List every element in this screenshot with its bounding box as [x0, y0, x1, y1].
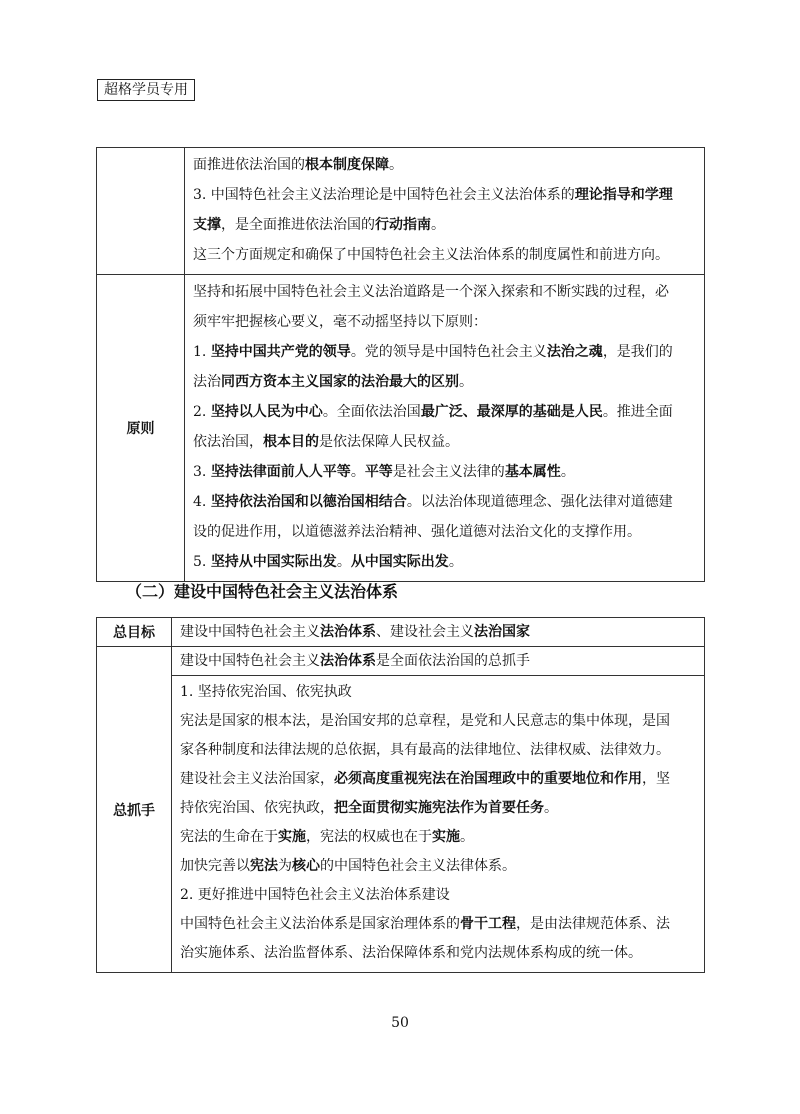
- bold-segment: 从中国实际出发: [350, 554, 449, 570]
- rule-of-law-system-table: [96, 617, 705, 973]
- table-row: [97, 647, 705, 676]
- text-segment: ，坚: [642, 771, 670, 787]
- bold-segment: 把全面贯彻实施宪法作为首要任务: [334, 800, 544, 816]
- guarantee-content-cell: [185, 148, 705, 275]
- bold-segment: 最广泛、最深厚的基础是人民: [420, 404, 603, 420]
- text-line: [193, 337, 698, 367]
- text-segment: ，宪法的权威也在于: [306, 829, 432, 845]
- text-segment: 。: [448, 554, 463, 570]
- text-line: [193, 517, 698, 547]
- text-segment: 建设社会主义法治国家，: [180, 771, 334, 787]
- text-segment: 为: [278, 858, 292, 874]
- text-line: [180, 618, 698, 646]
- student-only-stamp: 超格学员专用: [97, 79, 195, 101]
- text-segment: 2. 更好推进中国特色社会主义法治体系建设: [180, 887, 450, 903]
- text-segment: 。: [460, 829, 474, 845]
- bold-segment: 法治之魂: [546, 344, 603, 360]
- text-segment: 。推进全面: [602, 404, 673, 420]
- bold-segment: 同西方资本主义国家的法治最大的区别: [221, 374, 459, 390]
- section-heading: （二）建设中国特色社会主义法治体系: [126, 582, 399, 601]
- text-segment: 4.: [193, 494, 211, 510]
- bold-segment: 法治国家: [474, 624, 530, 640]
- principles-content-cell: [185, 275, 705, 582]
- bold-segment: 根本制度保障: [305, 157, 389, 173]
- bold-segment: 支撑: [193, 217, 221, 233]
- text-line: [193, 457, 698, 487]
- text-segment: 、建设社会主义: [376, 624, 474, 640]
- text-segment: 。: [431, 217, 445, 233]
- text-segment: 1.: [193, 344, 211, 360]
- bold-segment: 必须高度重视宪法在治国理政中的重要地位和作用: [334, 771, 642, 787]
- text-segment: 治实施体系、法治监督体系、法治保障体系和党内法规体系构成的统一体。: [180, 945, 642, 961]
- bold-segment: 根本目的: [263, 434, 319, 450]
- text-line: [180, 823, 698, 852]
- bold-segment: 实施: [432, 829, 460, 845]
- text-line: [193, 210, 698, 240]
- text-line: [180, 707, 698, 736]
- bold-segment: 法治体系: [320, 653, 376, 669]
- principles-table: [96, 147, 705, 582]
- text-segment: 。以法治体现道德理念、强化法律对道德建: [406, 494, 673, 510]
- text-line: [180, 852, 698, 881]
- table-row: [97, 275, 705, 582]
- overall-goal-content: [172, 618, 705, 647]
- text-line: [193, 367, 698, 397]
- bold-segment: 坚持法律面前人人平等: [210, 464, 351, 480]
- text-segment: 3.: [193, 464, 211, 480]
- text-segment: 建设中国特色社会主义: [180, 624, 320, 640]
- text-line: [193, 240, 698, 270]
- text-line: [193, 277, 698, 307]
- key-link-summary: [172, 647, 705, 676]
- bold-segment: 平等: [364, 464, 393, 480]
- text-segment: 依法治国，: [193, 434, 263, 450]
- text-segment: ，是全面推进依法治国的: [221, 217, 375, 233]
- bold-segment: 基本属性: [504, 464, 561, 480]
- text-line: [180, 910, 698, 939]
- text-line: [180, 939, 698, 968]
- text-segment: 1. 坚持依宪治国、依宪执政: [180, 684, 352, 700]
- text-segment: 建设中国特色社会主义: [180, 653, 320, 669]
- text-segment: ，是由法律规范体系、法: [516, 916, 670, 932]
- text-segment: 。: [389, 157, 403, 173]
- text-segment: 家各种制度和法律法规的总依据，具有最高的法律地位、法律权威、法律效力。: [180, 742, 670, 758]
- text-line: [193, 427, 698, 457]
- page-number: 50: [391, 1015, 409, 1031]
- bold-segment: 理论指导和学理: [574, 187, 673, 203]
- text-segment: 宪法的生命在于: [180, 829, 278, 845]
- bold-segment: 宪法: [250, 858, 278, 874]
- text-line: [193, 547, 698, 577]
- text-segment: 。: [350, 464, 365, 480]
- text-segment: 5.: [193, 554, 211, 570]
- key-link-details: [172, 676, 705, 973]
- bold-segment: 坚持中国共产党的领导: [210, 344, 351, 360]
- text-segment: 。: [336, 554, 351, 570]
- bold-segment: 核心: [292, 858, 320, 874]
- table-row: [97, 618, 705, 647]
- principles-label: 原则: [97, 275, 185, 582]
- text-segment: 这三个方面规定和确保了中国特色社会主义法治体系的制度属性和前进方向。: [193, 247, 669, 263]
- bold-segment: 坚持依法治国和以德治国相结合: [210, 494, 407, 510]
- text-line: [180, 881, 698, 910]
- text-segment: 中国特色社会主义法治体系是国家治理体系的: [180, 916, 460, 932]
- text-segment: 须牢牢把握核心要义，毫不动摇坚持以下原则：: [193, 314, 487, 330]
- text-segment: 坚持和拓展中国特色社会主义法治道路是一个深入探索和不断实践的过程，必: [193, 284, 669, 300]
- text-line: [180, 794, 698, 823]
- text-segment: 设的促进作用，以道德滋养法治精神、强化道德对法治文化的支撑作用。: [193, 524, 641, 540]
- text-segment: 2.: [193, 404, 211, 420]
- text-line: [193, 150, 698, 180]
- text-segment: 。党的领导是中国特色社会主义: [350, 344, 547, 360]
- text-segment: ，是我们的: [602, 344, 673, 360]
- text-segment: 面推进依法治国的: [193, 157, 305, 173]
- empty-label-cell: [97, 148, 185, 275]
- bold-segment: 法治体系: [320, 624, 376, 640]
- text-segment: 。全面依法治国: [322, 404, 421, 420]
- key-link-label: 总抓手: [97, 647, 172, 973]
- text-line: [180, 736, 698, 765]
- text-line: [180, 765, 698, 794]
- text-segment: 。: [459, 374, 473, 390]
- bold-segment: 坚持从中国实际出发: [210, 554, 337, 570]
- bold-segment: 骨干工程: [460, 916, 516, 932]
- table-row: [97, 676, 705, 973]
- text-segment: 持依宪治国、依宪执政，: [180, 800, 334, 816]
- text-segment: 的中国特色社会主义法律体系。: [320, 858, 516, 874]
- bold-segment: 坚持以人民为中心: [210, 404, 323, 420]
- table-row: [97, 148, 705, 275]
- text-line: [193, 180, 698, 210]
- text-segment: 加快完善以: [180, 858, 250, 874]
- text-segment: 是社会主义法律的: [392, 464, 505, 480]
- text-segment: 法治: [193, 374, 221, 390]
- overall-goal-label: 总目标: [97, 618, 172, 647]
- text-segment: 是依法保障人民权益。: [319, 434, 459, 450]
- text-line: [193, 487, 698, 517]
- text-line: [180, 678, 698, 707]
- text-segment: 是全面依法治国的总抓手: [376, 653, 530, 669]
- text-line: [193, 397, 698, 427]
- text-segment: 。: [544, 800, 558, 816]
- text-segment: 宪法是国家的根本法，是治国安邦的总章程，是党和人民意志的集中体现，是国: [180, 713, 670, 729]
- bold-segment: 实施: [278, 829, 306, 845]
- bold-segment: 行动指南: [375, 217, 431, 233]
- text-segment: 。: [560, 464, 575, 480]
- text-line: [180, 647, 698, 675]
- text-segment: 3. 中国特色社会主义法治理论是中国特色社会主义法治体系的: [193, 187, 575, 203]
- text-line: [193, 307, 698, 337]
